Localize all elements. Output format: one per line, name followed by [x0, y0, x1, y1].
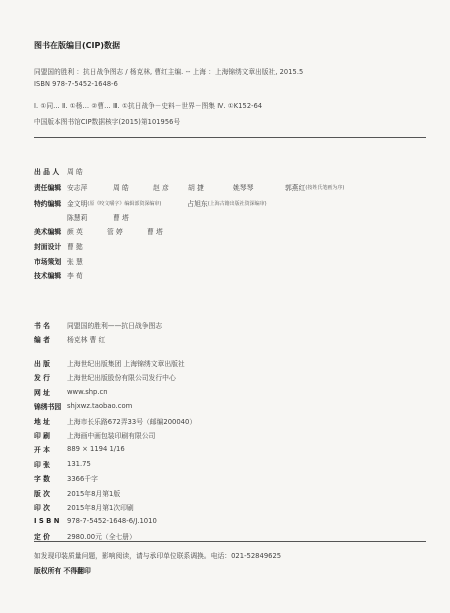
publication-row [34, 386, 108, 398]
publication-label: I S B N [34, 517, 60, 526]
publication-row [34, 472, 98, 484]
book-editors-row [34, 333, 105, 345]
staff-name: 李 荀 [67, 272, 83, 280]
staff-name: 张 慧 [67, 258, 83, 266]
publication-value: shjxwz.taobao.com [67, 402, 133, 411]
publication-label: 印 次 [34, 504, 50, 512]
staff-name: 姚琴琴 [233, 184, 254, 192]
publication-label: 印 张 [34, 460, 50, 469]
publication-value: 上海市长乐路672弄33号（邮编200040） [67, 417, 197, 426]
cip-line-4: 中国版本图书馆CIP数据核字(2015)第101956号 [34, 118, 181, 126]
publication-row [34, 458, 91, 470]
publication-label: 出 版 [34, 360, 50, 368]
publication-value: 2015年8月第1次印刷 [67, 504, 134, 512]
staff-name: 管 婷 [107, 228, 123, 236]
staff-label: 出 品 人 [34, 168, 60, 176]
staff-producer [34, 165, 83, 177]
cip-line-2: ISBN 978-7-5452-1648-6 [34, 80, 118, 88]
staff-name: 颜 英 [67, 228, 83, 236]
publication-value: 978-7-5452-1648-6/J.1010 [67, 517, 157, 526]
staff-name: 曹 塔 [147, 228, 163, 236]
staff-special-editor [34, 197, 267, 209]
staff-label: 美术编辑 [34, 228, 62, 236]
staff-name: 曹 塔 [113, 214, 129, 222]
staff-label: 封面设计 [34, 243, 62, 251]
cip-heading: 图书在版编目(CIP)数据 [34, 41, 121, 50]
publication-value: www.shp.cn [67, 387, 108, 396]
publication-value: 3366千字 [67, 475, 98, 484]
publication-label: 定 价 [34, 532, 50, 541]
publication-row [34, 371, 176, 383]
publication-row [34, 415, 196, 427]
staff-name: 周 皓 [67, 168, 83, 176]
publication-value: 上海画中画包装印刷有限公司 [67, 432, 156, 440]
publication-row [34, 530, 136, 542]
publication-label: 网 址 [34, 388, 50, 397]
staff-special-editor-row2 [34, 211, 129, 223]
copyright-notice: 版权所有 不得翻印 [34, 567, 91, 575]
publication-row [34, 429, 155, 441]
book-title-row [34, 319, 162, 331]
staff-name: 胡 捷 [188, 184, 204, 192]
staff-name: 赵 彦 [153, 184, 169, 192]
publication-label: 印 刷 [34, 432, 50, 440]
book-editors-label: 编 者 [34, 336, 50, 344]
divider-bottom [34, 541, 426, 542]
staff-note: (原《咬文嚼字》编辑部资深编审) [87, 200, 162, 207]
publication-value: 2015年8月第1版 [67, 489, 121, 498]
staff-name: 周 皓 [113, 184, 129, 192]
publication-value: 上海世纪出版股份有限公司发行中心 [67, 374, 176, 383]
staff-label: 责任编辑 [34, 184, 62, 192]
staff-note: (上海古籍出版社资深编审) [207, 200, 267, 207]
publication-row [34, 515, 157, 527]
staff-label: 特约编辑 [34, 200, 62, 208]
staff-marketing [34, 255, 83, 267]
publication-row [34, 357, 185, 369]
publication-label: 发 行 [34, 374, 50, 383]
staff-name: 占旭东 [187, 200, 208, 208]
staff-name: 安志萍 [67, 184, 88, 192]
publication-value: 2980.00元（全七册） [67, 532, 136, 541]
staff-editor [34, 181, 344, 193]
publication-row [34, 501, 134, 513]
divider-top [34, 137, 426, 138]
staff-label: 技术编辑 [34, 272, 62, 280]
book-title-label: 书 名 [34, 322, 50, 330]
staff-name: 金文明 [67, 200, 88, 208]
cip-line-3: Ⅰ. ①同… Ⅱ. ①杨… ②曹… Ⅲ. ①抗日战争－史料－世界－图集 Ⅳ. ①K152-64 [34, 102, 263, 110]
cip-line-1: 同盟国的胜利 ：抗日战争图志 / 杨克林, 曹红主编. -- 上海 ：上海锦绣文章出版社, 2015.5 [34, 68, 304, 76]
publication-value: 上海世纪出版集团 上海锦绣文章出版社 [67, 360, 185, 368]
print-quality-notice: 如发现印装质量问题，影响阅读，请与承印单位联系调换。电话：021-52849625 [34, 552, 282, 560]
book-editors: 杨克林 曹 红 [67, 336, 106, 344]
staff-name: 郭燕红 [285, 184, 306, 192]
publication-label: 版 次 [34, 489, 50, 498]
publication-label: 锦绣书园 [34, 403, 62, 412]
publication-value: 889 × 1194 1/16 [67, 445, 125, 454]
publication-row [34, 487, 120, 499]
publication-row [34, 443, 125, 455]
publication-label: 开 本 [34, 446, 50, 455]
staff-label: 市场策划 [34, 258, 62, 266]
staff-tech-editor [34, 269, 83, 281]
staff-note: (按姓氏笔画为序) [305, 184, 345, 191]
staff-name: 陈慧莉 [67, 214, 88, 222]
publication-row [34, 400, 132, 412]
staff-cover-design [34, 240, 83, 252]
publication-value: 131.75 [67, 459, 91, 468]
staff-name: 曹 懿 [67, 243, 83, 251]
publication-label: 字 数 [34, 475, 50, 484]
staff-art-editor [34, 225, 163, 237]
book-title: 同盟国的胜利——抗日战争图志 [67, 322, 163, 330]
publication-label: 地 址 [34, 417, 50, 426]
